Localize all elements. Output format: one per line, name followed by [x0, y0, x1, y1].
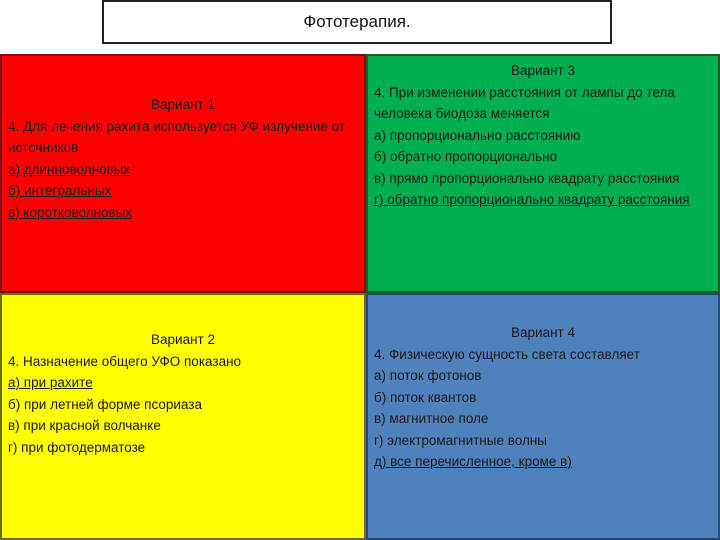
variant-2-option-c: в) при красной волчанке [8, 418, 161, 433]
variant-2-option-a: а) при рахите [8, 375, 93, 390]
variant-3-title: Вариант 3 [511, 63, 575, 78]
slide-title: Фототерапия. [102, 0, 612, 44]
variant-3-option-b: б) обратно пропорционально [374, 149, 558, 164]
variant-4-option-d: г) электромагнитные волны [374, 432, 547, 448]
variant-4-panel [366, 293, 720, 540]
variant-2-question: 4. Назначение общего УФО показано [8, 353, 242, 369]
variant-4-option-c: в) магнитное поле [374, 411, 489, 426]
variant-4-question: 4. Физическую сущность света составляет [374, 346, 640, 362]
variant-1-option-b: б) интегральных [8, 183, 112, 198]
variant-1-option-a: а) длинноволновых [8, 161, 131, 177]
variant-4-option-e: д) все перечисленное, кроме в) [374, 454, 572, 469]
variant-3-option-a: а) пропорционально расстоянию [374, 127, 581, 143]
variant-2-title: Вариант 2 [151, 332, 215, 347]
variant-1-panel [0, 54, 366, 293]
variant-1-title: Вариант 1 [151, 97, 215, 112]
variant-1-question: 4. Для лечения рахита используется УФ излучение от источников [8, 118, 346, 155]
variant-2-option-d: г) при фотодерматозе [8, 439, 146, 455]
variant-1-option-c: в) коротковолновых [8, 204, 133, 220]
variant-4-option-b: б) поток квантов [374, 389, 477, 405]
variant-3-option-c: в) прямо пропорционально квадрату расстояния [374, 170, 680, 186]
variant-2-panel [0, 293, 366, 540]
variant-4-option-a: а) поток фотонов [374, 368, 482, 383]
variant-4-title: Вариант 4 [511, 325, 575, 340]
variant-3-panel [366, 54, 720, 293]
variant-3-option-d: г) обратно пропорционально квадрату расстояния [374, 192, 690, 207]
variant-2-option-b: б) при летней форме псориаза [8, 396, 202, 412]
variant-3-question: 4. При изменении расстояния от лампы до тела человека биодоза меняется [374, 84, 675, 121]
